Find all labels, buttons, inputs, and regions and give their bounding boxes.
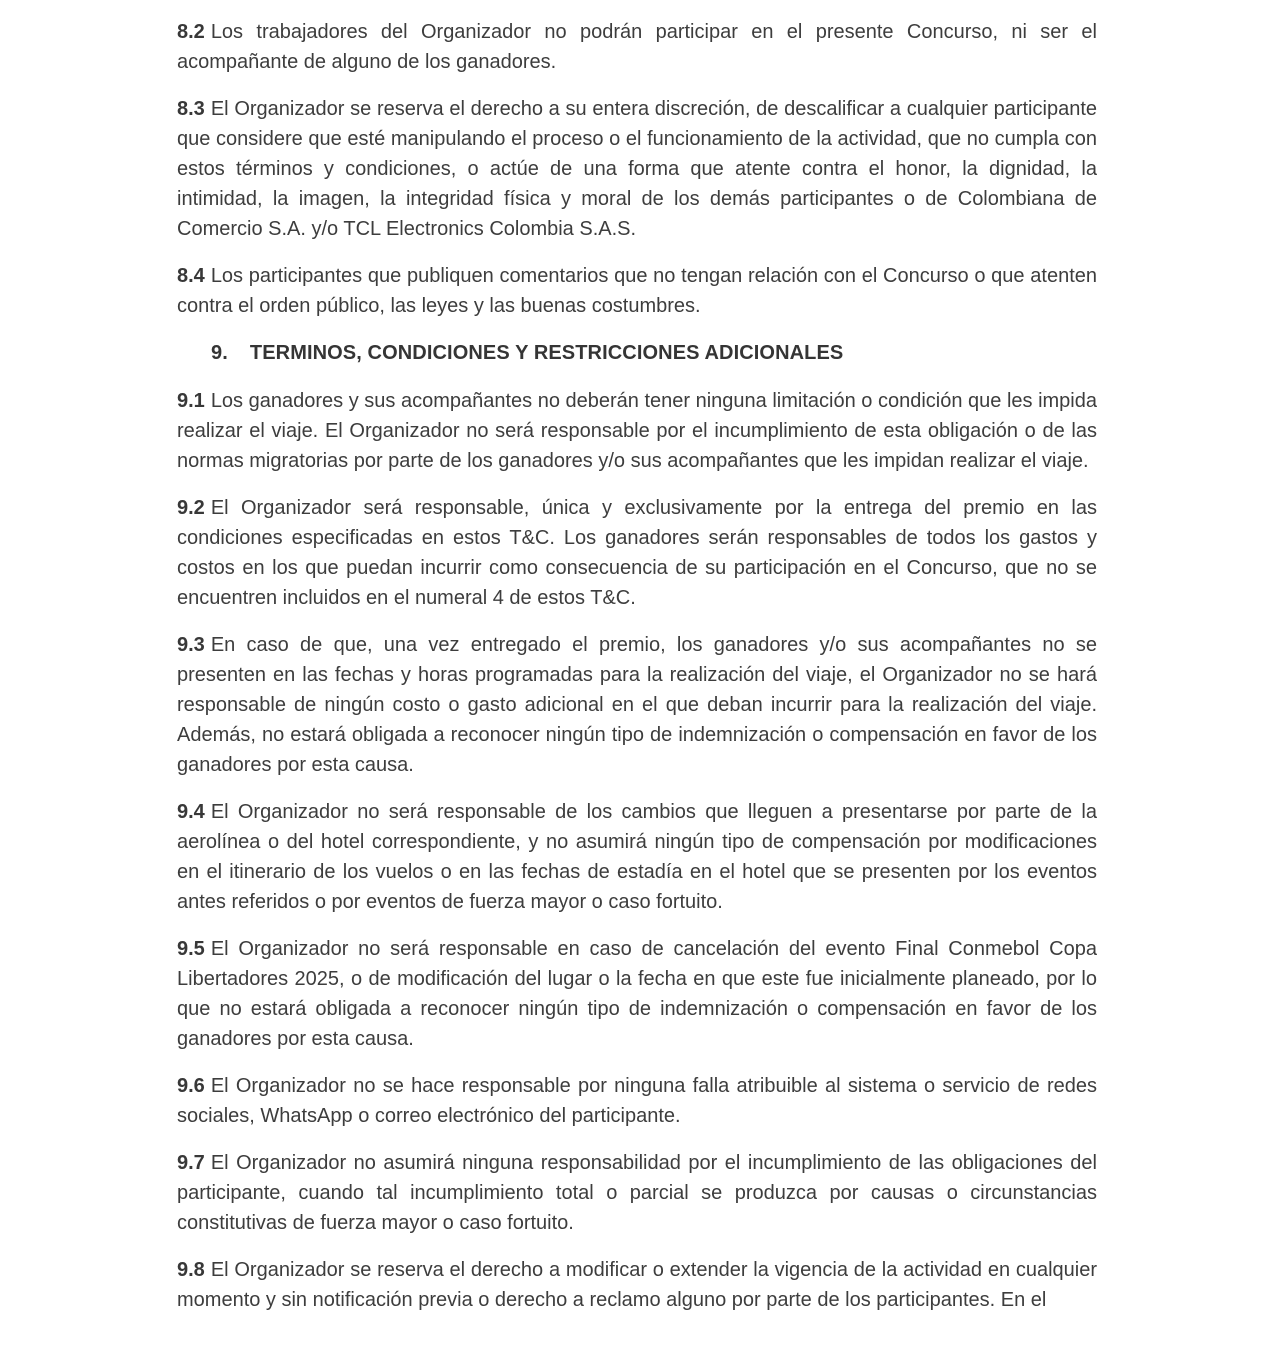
clause-9-2	[177, 493, 1097, 613]
clause-number: 9.6	[177, 1075, 205, 1097]
clause-number: 8.4	[177, 265, 205, 287]
clause-text: Los trabajadores del Organizador no podrán participar en el presente Concurso, ni ser el acompañante de alguno de los ganadores.	[177, 21, 1097, 73]
clause-number: 9.5	[177, 938, 205, 960]
clause-text: En caso de que, una vez entregado el premio, los ganadores y/o sus acompañantes no se presenten en las fechas y horas programadas para la realización del viaje, el Organizador no se hará responsable de ningún costo o gasto adicional en el que deban incurrir para la realización del viaje. Además, no estará obligada a reconocer ningún tipo de indemnización o compensación en favor de los ganadores por esta causa.	[177, 634, 1097, 776]
clause-9-8	[177, 1255, 1097, 1315]
clause-8-2	[177, 17, 1097, 77]
clause-text: El Organizador no será responsable de los cambios que lleguen a presentarse por parte de la aerolínea o del hotel correspondiente, y no asumirá ningún tipo de compensación por modificaciones en el itinerario de los vuelos o en las fechas de estadía en el hotel que se presenten por los eventos antes referidos o por eventos de fuerza mayor o caso fortuito.	[177, 801, 1097, 913]
section-title: TERMINOS, CONDICIONES Y RESTRICCIONES ADICIONALES	[249, 342, 844, 364]
clause-9-1	[177, 386, 1097, 476]
clause-text: El Organizador será responsable, única y exclusivamente por la entrega del premio en las condiciones especificadas en estos T&C. Los ganadores serán responsables de todos los gastos y costos en los que puedan incurrir como consecuencia de su participación en el Concurso, que no se encuentren incluidos en el numeral 4 de estos T&C.	[177, 497, 1097, 609]
clause-text: El Organizador no será responsable en caso de cancelación del evento Final Conmebol Copa Libertadores 2025, o de modificación del lugar o la fecha en que este fue inicialmente planeado, por lo que no estará obligada a reconocer ningún tipo de indemnización o compensación en favor de los ganadores por esta causa.	[177, 938, 1097, 1050]
clause-number: 8.2	[177, 21, 205, 43]
clause-number: 9.3	[177, 634, 205, 656]
clause-number: 9.1	[177, 390, 205, 412]
clause-number: 9.2	[177, 497, 205, 519]
clause-9-7	[177, 1148, 1097, 1238]
clause-number: 9.7	[177, 1152, 205, 1174]
clause-9-6	[177, 1071, 1097, 1131]
clause-number: 8.3	[177, 98, 205, 120]
clause-text: El Organizador no se hace responsable por ninguna falla atribuible al sistema o servicio de redes sociales, WhatsApp o correo electrónico del participante.	[177, 1075, 1097, 1127]
clause-text: El Organizador se reserva el derecho a modificar o extender la vigencia de la actividad en cualquier momento y sin notificación previa o derecho a reclamo alguno por parte de los participantes. En el	[177, 1259, 1097, 1311]
clause-9-5	[177, 934, 1097, 1054]
section-number: 9.	[211, 342, 228, 364]
clause-9-4	[177, 797, 1097, 917]
clause-text: Los ganadores y sus acompañantes no deberán tener ninguna limitación o condición que les impida realizar el viaje. El Organizador no será responsable por el incumplimiento de esta obligación o de las normas migratorias por parte de los ganadores y/o sus acompañantes que les impidan realizar el viaje.	[177, 390, 1097, 472]
section-9-heading	[177, 338, 1097, 368]
clause-text: El Organizador se reserva el derecho a su entera discreción, de descalificar a cualquier participante que considere que esté manipulando el proceso o el funcionamiento de la actividad, que no cumpla con estos términos y condiciones, o actúe de una forma que atente contra el honor, la dignidad, la intimidad, la imagen, la integridad física y moral de los demás participantes o de Colombiana de Comercio S.A. y/o TCL Electronics Colombia S.A.S.	[177, 98, 1097, 240]
clause-text: Los participantes que publiquen comentarios que no tengan relación con el Concurso o que atenten contra el orden público, las leyes y las buenas costumbres.	[177, 265, 1097, 317]
clause-9-3	[177, 630, 1097, 780]
clause-8-3	[177, 94, 1097, 244]
clause-number: 9.4	[177, 801, 205, 823]
clause-number: 9.8	[177, 1259, 205, 1281]
clause-8-4	[177, 261, 1097, 321]
clause-text: El Organizador no asumirá ninguna responsabilidad por el incumplimiento de las obligaciones del participante, cuando tal incumplimiento total o parcial se produzca por causas o circunstancias constitutivas de fuerza mayor o caso fortuito.	[177, 1152, 1097, 1234]
